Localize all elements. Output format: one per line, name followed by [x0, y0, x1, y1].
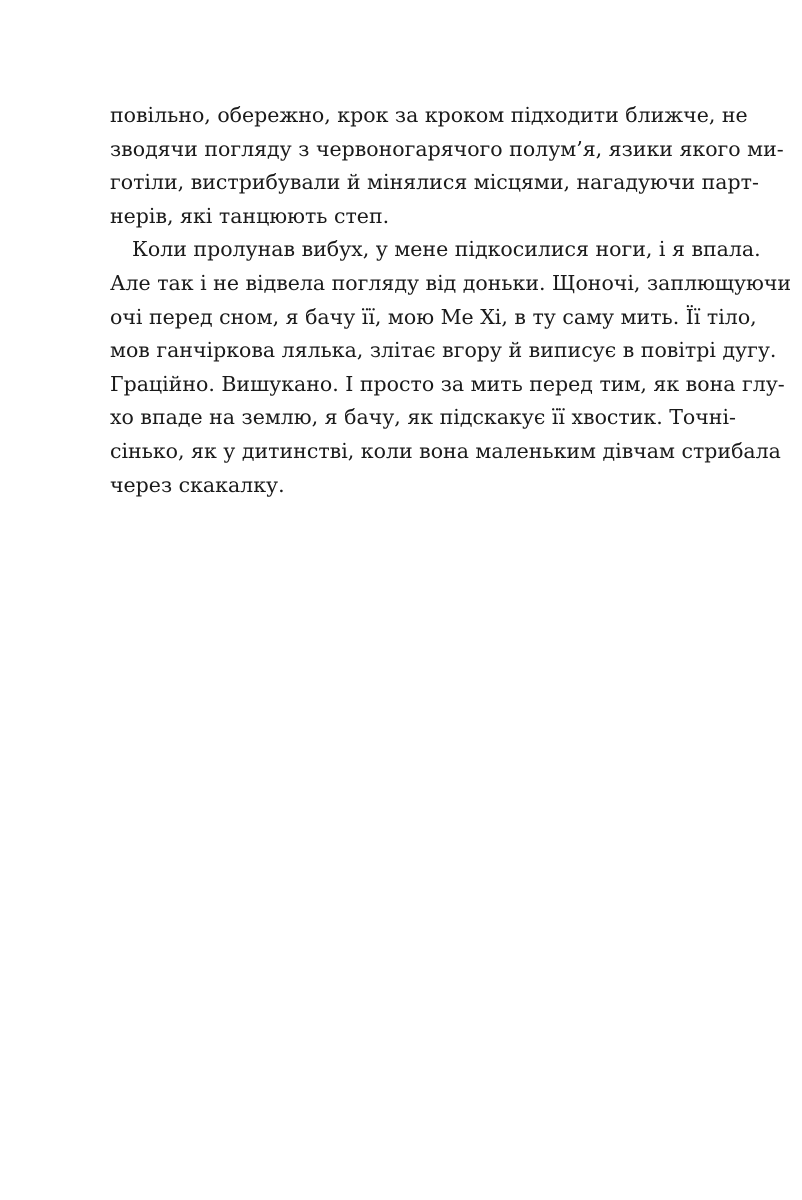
text-line: готіли, вистрибували й мінялися місцями, нагадуючи парт-	[110, 170, 759, 195]
text-line: зводячи погляду з червоногарячого полум’я, язики якого ми-	[110, 136, 784, 161]
text-line: мов ганчіркова лялька, злітає вгору й виписує в повітрі дугу.	[110, 338, 777, 363]
text-line: через скакалку.	[110, 472, 285, 497]
text-line: Граційно. Вишукано. І просто за мить перед тим, як вона глу-	[110, 371, 785, 396]
text-line: хо впаде на землю, я бачу, як підскакує її хвостик. Точні-	[110, 405, 736, 430]
text-line: очі перед сном, я бачу її, мою Ме Хі, в ту саму мить. Її тіло,	[110, 304, 757, 329]
text-line: сінько, як у дитинстві, коли вона маленьким дівчам стрибала	[110, 438, 781, 463]
text-line: Коли пролунав вибух, у мене підкосилися ноги, і я впала.	[132, 237, 761, 262]
text-line: нерів, які танцюють степ.	[110, 203, 390, 228]
paragraph-1	[110, 99, 784, 233]
body-text	[110, 99, 792, 502]
text-line: Але так і не відвела погляду від доньки. Щоночі, заплющуючи	[110, 270, 792, 295]
text-line: повільно, обережно, крок за кроком підходити ближче, не	[110, 103, 748, 127]
paragraph-2	[110, 233, 792, 502]
